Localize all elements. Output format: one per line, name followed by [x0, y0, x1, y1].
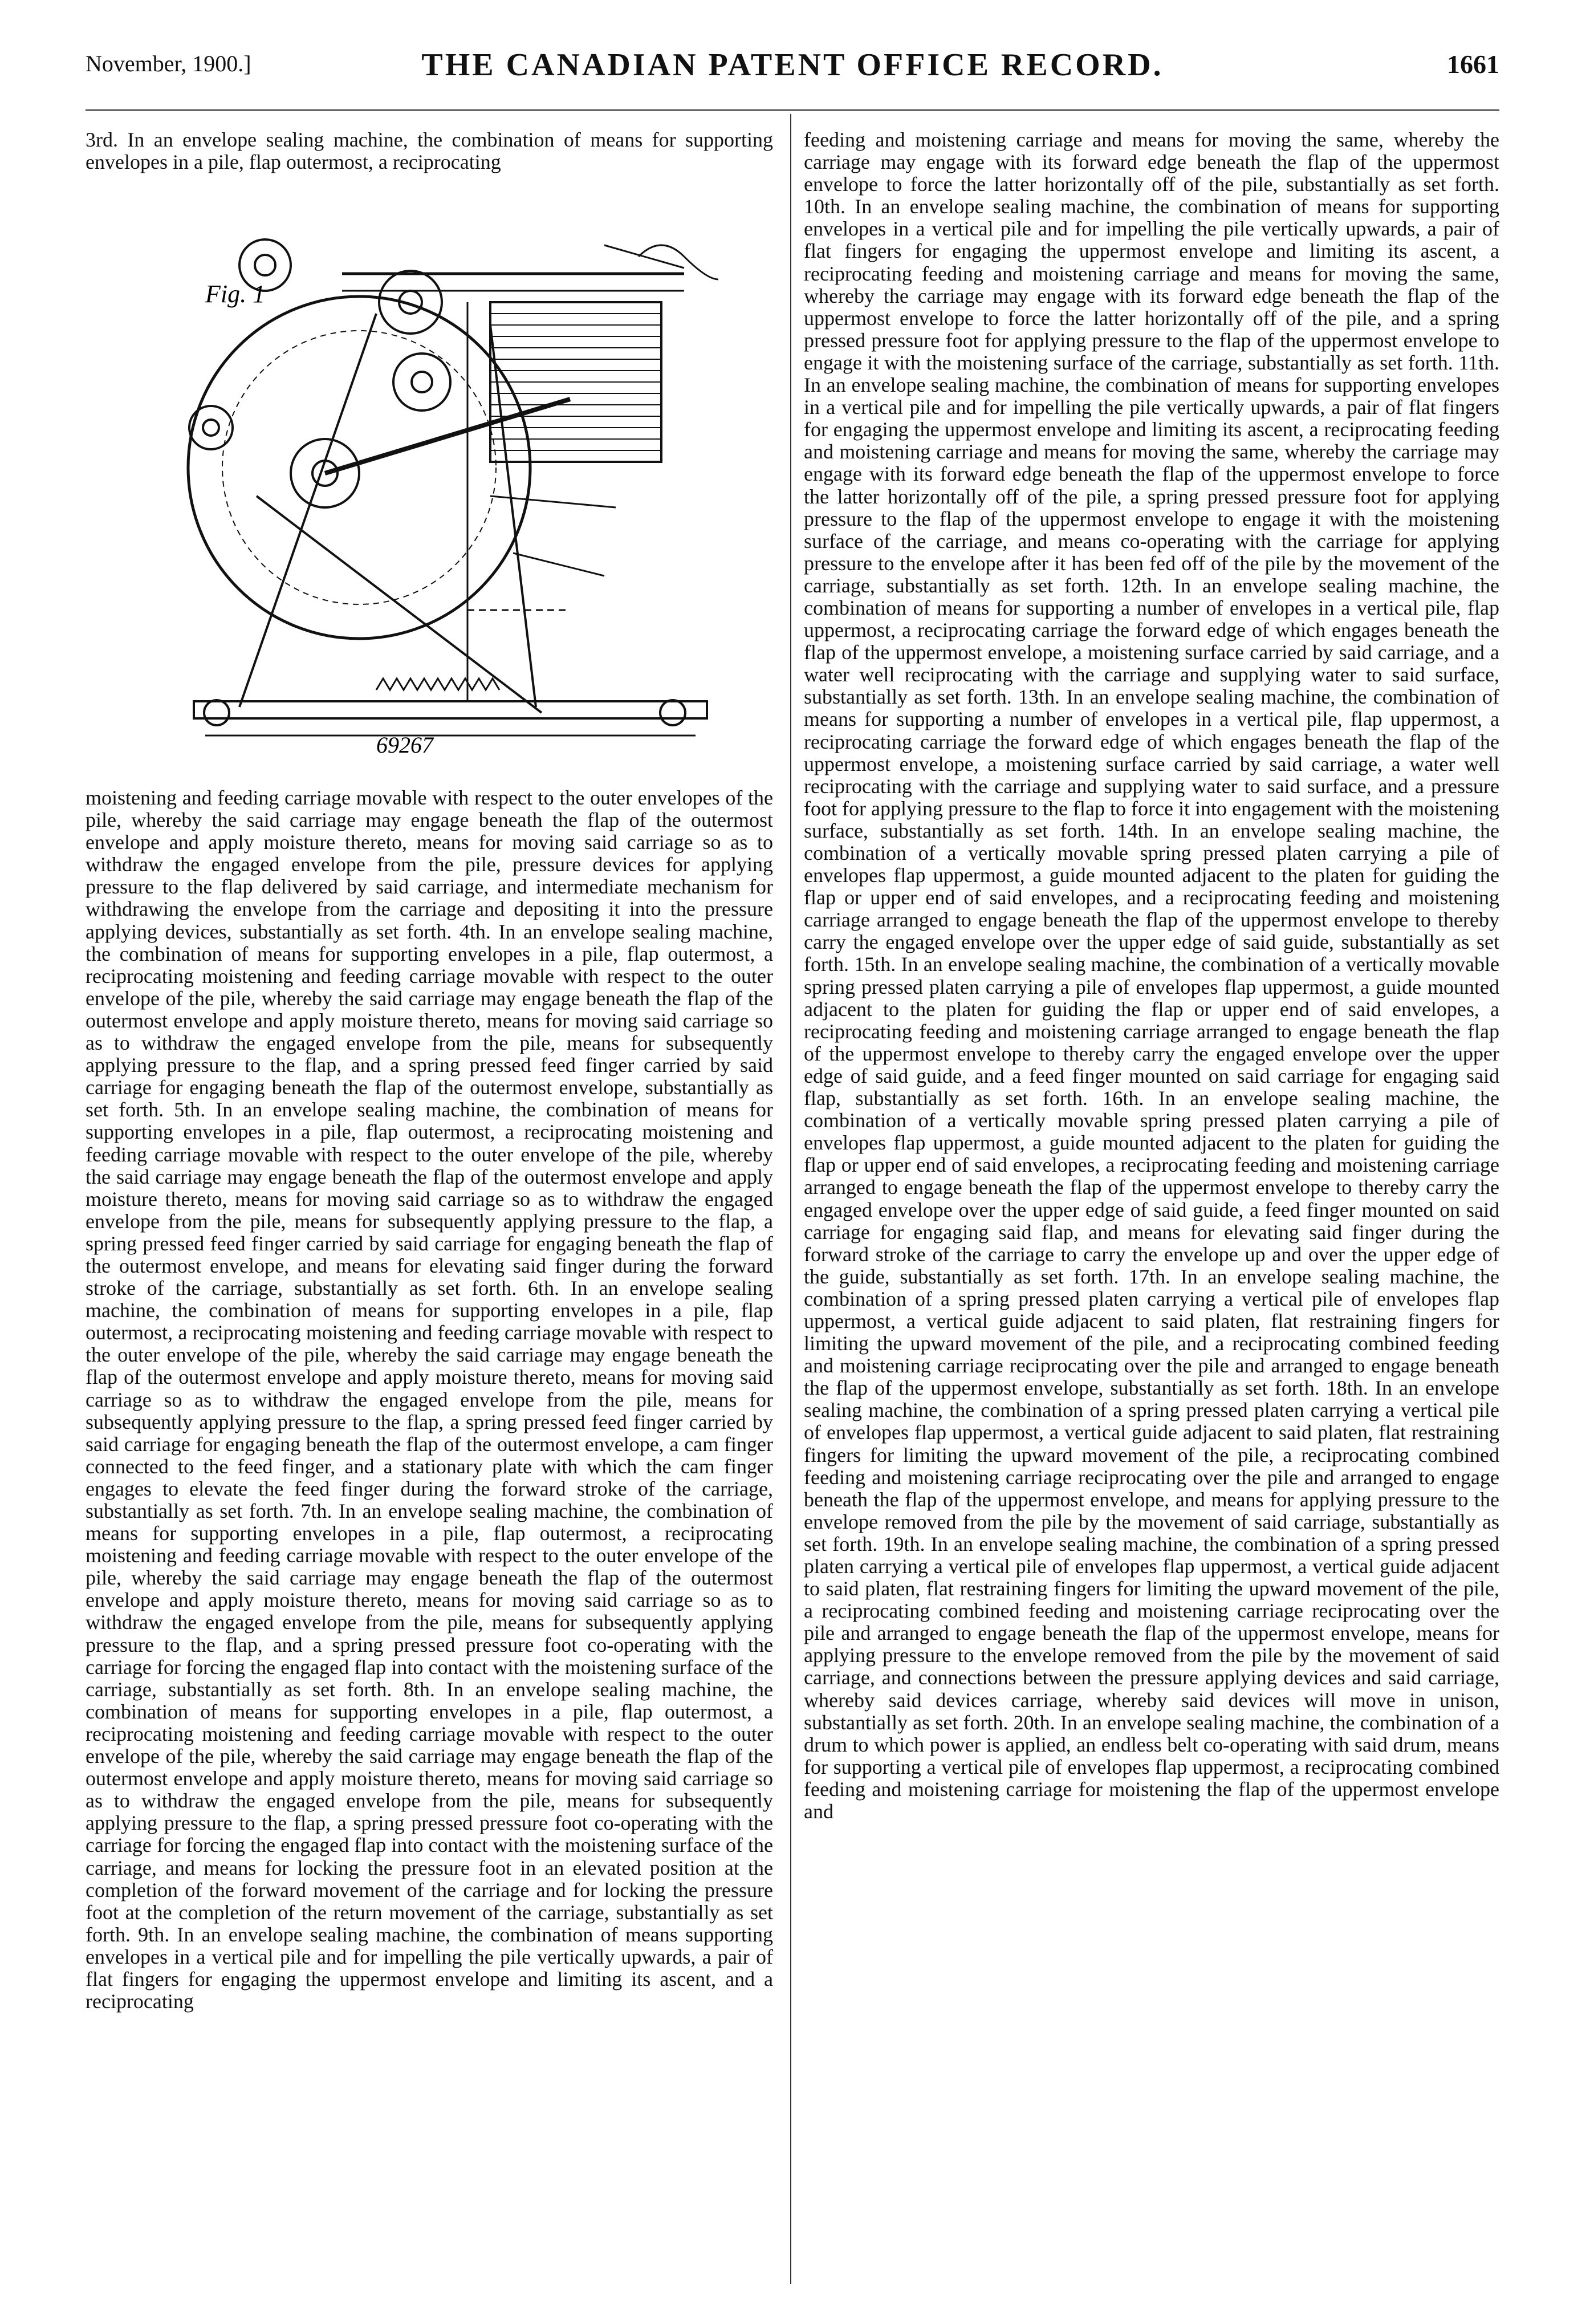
frame-brace: [257, 496, 542, 713]
envelope-sealer-drawing: [171, 211, 730, 758]
patent-drawing-figure: [171, 211, 730, 758]
patent-number: 69267: [376, 732, 433, 758]
page-header: [86, 47, 1499, 87]
header-rule: [86, 109, 1499, 111]
left-column-body: moistening and feeding carriage movable with respect to the outer envelopes of the pile, whereby the said carriage may engage beneath the flap of the outermost envelope and apply moisture thereto, means for moving said carriage so as to withdraw the engaged envelope from the pile, pressure devices for applying pressure to the flap delivered by said carriage, and intermediate mechanism for withdrawing the envelope from the carriage and depositing it into the pressure applying devices, substantially as set forth. 4th. In an envelope sealing machine, the combination of means for supporting envelopes in a pile, flap outermost, a reciprocating moistening and feeding carriage movable with respect to the outer envelope of the pile, whereby the said carriage may engage beneath the flap of the outermost envelope and apply moisture thereto, means for moving said carriage so as to withdraw the engaged envelope from the pile, means for subsequently applying pressure to the flap, and a spring pressed feed finger carried by said carriage for engaging beneath the flap of the outermost envelope, substantially as set forth. 5th. In an envelope sealing machine, the combination of means for supporting envelopes in a pile, flap outermost, a reciprocating moistening and feeding carriage movable with respect to the outer envelope of the pile, whereby the said carriage may engage beneath the flap of the outermost envelope and apply moisture thereto, means for moving said carriage so as to withdraw the engaged envelope from the pile, means for subsequently applying pressure to the flap, a spring pressed feed finger carried by said carriage for engaging beneath the flap of the outermost envelope, and means for elevating said finger during the forward stroke of the carriage, substantially as set forth. 6th. In an envelope sealing machine, the combination of means for supporting envelopes in a pile, flap outermost, a reciprocating moistening and feeding carriage movable with respect to the outer envelope of the pile, whereby the said carriage may engage beneath the flap of the outermost envelope and apply moisture thereto, means for moving said carriage so as to withdraw the engaged envelope from the pile, means for subsequently applying pressure to the flap, a spring pressed feed finger carried by said carriage for engaging beneath the flap of the outermost envelope, a cam finger connected to the feed finger, and a stationary plate with which the cam finger engages to elevate the feed finger during the forward stroke of the carriage, substantially as set forth. 7th. In an envelope sealing machine, the combination of means for supporting envelopes in a pile, flap outermost, a reciprocating moistening and feeding carriage movable with respect to the outer envelope of the pile, whereby the said carriage may engage beneath the flap of the outermost envelope and apply moisture thereto, means for moving said carriage so as to withdraw the engaged envelope from the pile, means for subsequently applying pressure to the flap, and a spring pressed pressure foot co-operating with the carriage for forcing the engaged flap into contact with the moistening surface of the carriage, substantially as set forth. 8th. In an envelope sealing machine, the combination of means for supporting envelopes in a pile, flap outermost, a reciprocating moistening and feeding carriage movable with respect to the outer envelope of the pile, whereby the said carriage may engage beneath the flap of the outermost envelope and apply moisture thereto, means for moving said carriage so as to withdraw the engaged envelope from the pile, means for subsequently applying pressure to the flap, a spring pressed pressure foot co-operating with the carriage for forcing the engaged flap into contact with the moistening surface of the carriage, and means for locking the pressure foot in an elevated position at the completion of the forward movement of the carriage and for locking the pressure foot at the completion of the return movement of the carriage, substantially as set forth. 9th. In an envelope sealing machine, the combination of means supporting envelopes in a vertical pile and for impelling the pile vertically upwards, a pair of flat fingers for engaging the uppermost envelope and limiting its ascent, and a reciprocating: [86, 787, 773, 2013]
figure-label: Fig. 1: [205, 280, 266, 308]
page-number: 1661: [1447, 50, 1499, 79]
left-column-intro: 3rd. In an envelope sealing machine, the combination of means for supporting envelopes in a pile, flap outermost, a reciprocating: [86, 129, 773, 174]
column-divider: [790, 114, 791, 2284]
issue-date: November, 1900.]: [86, 51, 251, 76]
machine-base: [194, 701, 707, 718]
right-column-body: feeding and moistening carriage and means for moving the same, whereby the carriage may engage with its forward edge beneath the flap of the uppermost envelope to force the latter horizontally off of the pile, substantially as set forth. 10th. In an envelope sealing machine, the combination of means for supporting envelopes in a vertical pile and for impelling the pile vertically upwards, a pair of flat fingers for engaging the uppermost envelope and limiting its ascent, a reciprocating feeding and moistening carriage and means for moving the same, whereby the carriage may engage with its forward edge beneath the flap of the uppermost envelope to force the latter horizontally off of the pile, and a spring pressed pressure foot for applying pressure to the flap of the uppermost envelope to engage it with the moistening surface of the carriage, substantially as set forth. 11th. In an envelope sealing machine, the combination of means for supporting envelopes in a vertical pile and for impelling the pile vertically upwards, a pair of flat fingers for engaging the uppermost envelope and limiting its ascent, a reciprocating feeding and moistening carriage and means for moving the same, whereby the carriage may engage with its forward edge beneath the flap of the uppermost envelope to force the latter horizontally off of the pile, a spring pressed pressure foot for applying pressure to the flap of the uppermost envelope to engage it with the moistening surface of the carriage, and means co-operating with the carriage for applying pressure to the envelope after it has been fed off of the pile by the movement of the carriage, substantially as set forth. 12th. In an envelope sealing machine, the combination of means for supporting a number of envelopes in a vertical pile, flap uppermost, a reciprocating carriage the forward edge of which engages beneath the flap of the uppermost envelope, a moistening surface carried by said carriage, and a water well reciprocating with the carriage and supplying water to said surface, substantially as set forth. 13th. In an envelope sealing machine, the combination of means for supporting a number of envelopes in a vertical pile, flap uppermost, a reciprocating carriage the forward edge of which engages beneath the flap of the uppermost envelope, a moistening surface carried by said carriage, a water well reciprocating with the carriage and supplying water to said surface, and a pressure foot for applying pressure to the flap to force it into engagement with the moistening surface, substantially as set forth. 14th. In an envelope sealing machine, the combination of a vertically movable spring pressed platen carrying a pile of envelopes flap uppermost, a guide mounted adjacent to the platen for guiding the flap or upper end of said envelopes, and a reciprocating feeding and moistening carriage arranged to engage beneath the flap of the uppermost envelope to thereby carry the engaged envelope over the upper edge of said guide, substantially as set forth. 15th. In an envelope sealing machine, the combination of a vertically movable spring pressed platen carrying a pile of envelopes flap uppermost, a guide mounted adjacent to the platen for guiding the flap or upper end of said envelopes, a reciprocating feeding and moistening carriage arranged to engage beneath the flap of the uppermost envelope to thereby carry the engaged envelope over the upper edge of said guide, and a feed finger mounted on said carriage for engaging said flap, substantially as set forth. 16th. In an envelope sealing machine, the combination of a vertically movable spring pressed platen carrying a pile of envelopes flap uppermost, a guide mounted adjacent to the platen for guiding the flap or upper end of said envelopes, a reciprocating feeding and moistening carriage arranged to engage beneath the flap of the uppermost envelope to thereby carry the engaged envelope over the upper edge of said guide, a feed finger mounted on said carriage for engaging said flap, and means for elevating said finger during the forward stroke of the carriage to carry the envelope up and over the upper edge of the guide, substantially as set forth. 17th. In an envelope sealing machine, the combination of a spring pressed platen carrying a vertical pile of envelopes flap uppermost, a vertical guide adjacent to said platen, flat restraining fingers for limiting the upward movement of the pile, and a reciprocating combined feeding and moistening carriage reciprocating over the pile and arranged to engage beneath the flap of the uppermost envelope, substantially as set forth. 18th. In an envelope sealing machine, the combination of a spring pressed platen carrying a vertical pile of envelopes flap uppermost, a vertical guide adjacent to said platen, flat restraining fingers for limiting the upward movement of the pile, a reciprocating combined feeding and moistening carriage reciprocating over the pile and arranged to engage beneath the flap of the uppermost envelope, and means for applying pressure to the envelope removed from the pile by the movement of said carriage, substantially as set forth. 19th. In an envelope sealing machine, the combination of a spring pressed platen carrying a vertical pile of envelopes flap uppermost, a vertical guide adjacent to said platen, flat restraining fingers for limiting the upward movement of the pile, a reciprocating combined feeding and moistening carriage reciprocating over the pile and arranged to engage beneath the flap of the uppermost envelope, means for applying pressure to the envelope removed from the pile by the movement of said carriage, and connections between the pressure applying devices and said carriage, whereby said devices carriage, whereby said devices will move in unison, substantially as set forth. 20th. In an envelope sealing machine, the combination of a drum to which power is applied, an endless belt co-operating with said drum, means for supporting a vertical pile of envelopes flap uppermost, a reciprocating combined feeding and moistening carriage for moistening the flap of the uppermost envelope and: [804, 129, 1499, 1823]
gear-middle: [393, 354, 450, 411]
gear-upper: [379, 271, 442, 334]
publication-title: THE CANADIAN PATENT OFFICE RECORD.: [421, 47, 1164, 83]
spring: [376, 678, 499, 690]
